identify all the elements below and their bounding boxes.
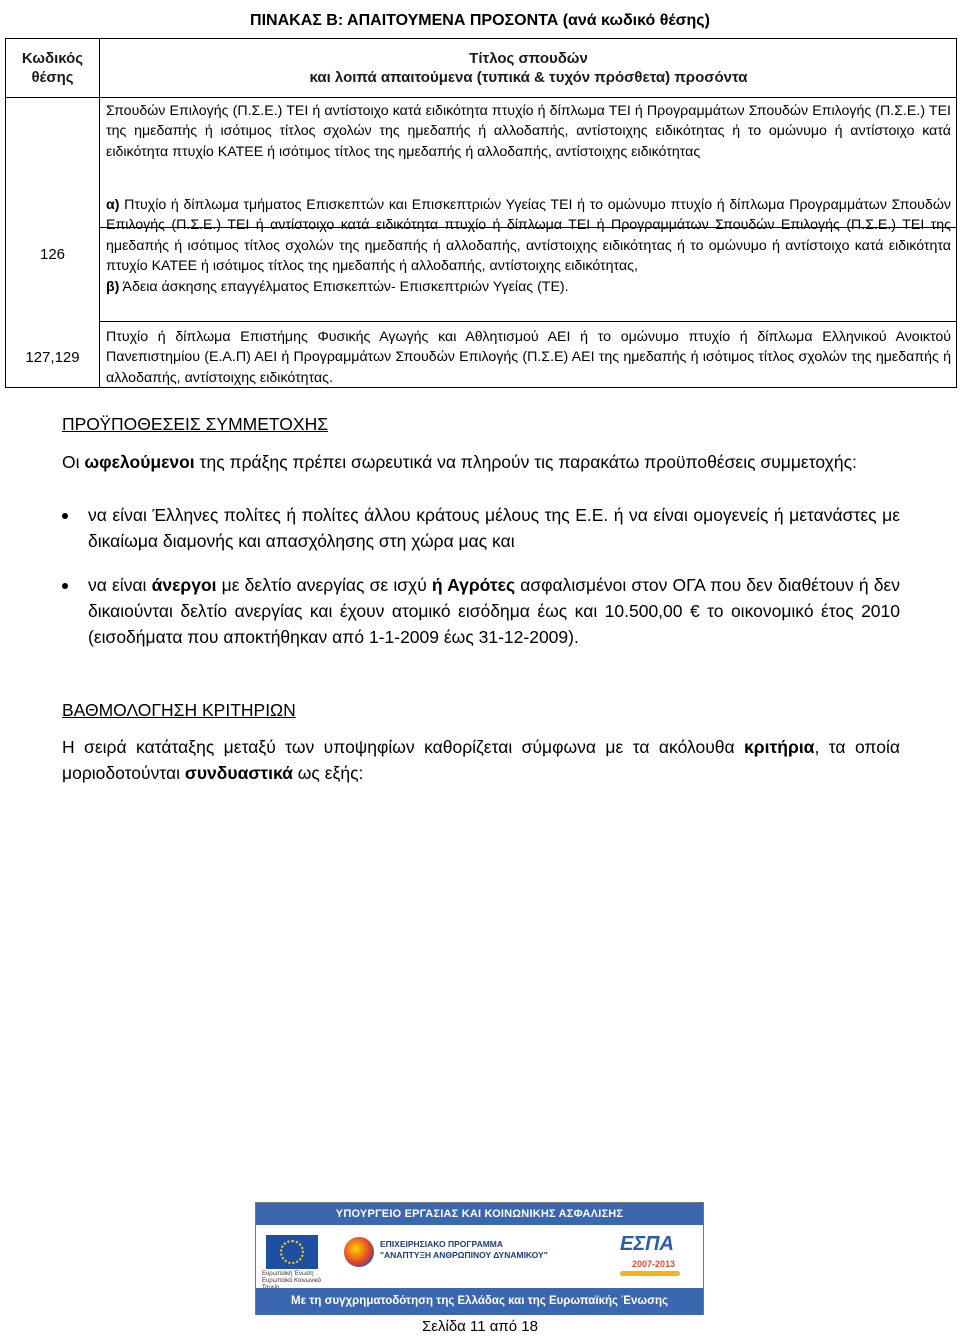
- espa-swoosh-icon: [620, 1271, 680, 1276]
- row-126-part-b: [106, 277, 951, 297]
- espa-word: ΕΣΠΑ: [620, 1233, 674, 1255]
- bullet2-bold1: άνεργοι: [151, 575, 217, 595]
- program-name: [380, 1239, 548, 1261]
- list-item: [62, 502, 900, 554]
- row-126-a-text: Πτυχίο ή δίπλωμα τμήματος Επισκεπτών και Επισκεπτριών Υγείας ΤΕΙ ή το ομώνυμο πτυχίο ή δίπλωμα Προγραμμάτων Σπουδών Επιλογής (Π.Σ.Ε.) ΤΕΙ ή αντίστοιχο κατά ειδικότητα πτυχίο ή δίπλωμα ΤΕΙ ή Προγραμμάτων Σπουδών Επιλογής (Π.Σ.Ε.) ΤΕΙ της ημεδαπής ή ισότιμος τίτλος σχολών της ημεδαπής ή αλλοδαπής, αντίστοιχης ειδικότητας ή το ομώνυμο ή αντίστοιχο κατά ειδικότητα πτυχίο ΚΑΤΕΕ ή ισότιμος τίτλος της ημεδαπής ή αλλοδαπής, αντίστοιχης ειδικότητας,: [106, 197, 951, 275]
- table-column-divider: [99, 39, 100, 387]
- row-text: Σπουδών Επιλογής (Π.Σ.Ε.) ΤΕΙ ή αντίστοιχο κατά ειδικότητα πτυχίο ή δίπλωμα ΤΕΙ ή Προγραμμάτων Σπουδών Επιλογής (Π.Σ.Ε.) ΤΕΙ της ημεδαπής ή ισότιμος τίτλος σχολών της ημεδαπής ή αλλοδαπής, αντίστοιχης ειδικότητας ή το ομώνυμο ή αντίστοιχο κατά ειδικότητα πτυχίο ΚΑΤΕΕ ή ισότιμος τίτλος της ημεδαπής ή αλλοδαπής, αντίστοιχης ειδικότητας: [106, 103, 951, 160]
- row-126-part-a: [106, 195, 951, 277]
- row-127-text: Πτυχίο ή δίπλωμα Επιστήμης Φυσικής Αγωγής και Αθλητισμού ΑΕΙ ή το ομώνυμο πτυχίο ή δίπλωμα Ελληνικού Ανοικτού Πανεπιστημίου (Ε.Α.Π) ΑΕΙ ή Προγραμμάτων Σπουδών Επιλογής (Π.Σ.Ε) ΑΕΙ της ημεδαπής ή ισότιμος τίτλος σχολών της ημεδαπής ή αλλοδαπής, αντίστοιχης ειδικότητας.: [106, 329, 951, 386]
- participation-heading: ΠΡΟΫΠΟΘΕΣΕΙΣ ΣΥΜΜΕΤΟΧΗΣ: [62, 414, 329, 434]
- eu-flag-icon: [266, 1235, 318, 1269]
- table-row-127-129: [106, 327, 951, 388]
- cofunding-text: Με τη συγχρηματοδότηση της Ελλάδας και της Ευρωπαϊκής Ένωσης: [256, 1288, 703, 1315]
- scoring-bold2: συνδυαστικά: [184, 763, 293, 783]
- header-title-line2: και λοιπά απαιτούμενα (τυπικά & τυχόν πρόσθετα) προσόντα: [309, 69, 748, 86]
- list-item: [62, 572, 900, 650]
- scoring-pre: Η σειρά κατάταξης μεταξύ των υποψηφίων καθορίζεται σύμφωνα με τα ακόλουθα: [62, 737, 745, 757]
- row-code-127-129: 127,129: [25, 349, 80, 366]
- qualifications-table: [5, 38, 957, 388]
- banner-logos: [256, 1225, 703, 1288]
- bullet-dot-icon: [62, 583, 68, 589]
- row-separator: [99, 321, 956, 322]
- bullet2-bold2: ή Αγρότες: [431, 575, 516, 595]
- scoring-heading: ΒΑΘΜΟΛΟΓΗΣΗ ΚΡΙΤΗΡΙΩΝ: [62, 700, 296, 720]
- page-number: Σελίδα 11 από 18: [422, 1318, 538, 1335]
- row-126-b-label: β): [106, 278, 120, 295]
- bullet2-mid: με δελτίο ανεργίας σε ισχύ: [216, 575, 432, 595]
- program-line1: ΕΠΙΧΕΙΡΗΣΙΑΚΟ ΠΡΟΓΡΑΜΜΑ: [380, 1239, 504, 1249]
- row-126-b-text: Άδεια άσκησης επαγγέλματος Επισκεπτών- Επισκεπτριών Υγείας (ΤΕ).: [119, 278, 569, 295]
- bullet-text: να είναι Έλληνες πολίτες ή πολίτες άλλου κράτους μέλους της Ε.Ε. ή να είναι ομογενείς ή μετανάστες με δικαίωμα διαμονής και απασχόλησης στη χώρα μας και: [88, 505, 900, 551]
- header-code-line2: θέσης: [31, 69, 74, 86]
- bullet2-post: ασφαλισμένοι στον ΟΓΑ που δεν διαθέτουν ή δεν δικαιούνται δελτίο ανεργίας και έχουν ατομικό εισόδημα έως και 10.500,00 € το οικονομικό έτος 2010 (εισοδήματα που αποκτήθηκαν από 1-1-2009 έως 31-12-2009).: [88, 575, 901, 647]
- espa-years: 2007-2013: [632, 1259, 676, 1269]
- table-header-divider: [6, 97, 956, 98]
- participation-intro: [62, 449, 900, 475]
- scoring-post: ως εξής:: [292, 763, 364, 783]
- eu-caption: Ευρωπαϊκή Ένωση Ευρωπαϊκό Κοινωνικό: [262, 1271, 321, 1284]
- program-line2: "ΑΝΑΠΤΥΞΗ ΑΝΘΡΩΠΙΝΟΥ ΔΥΝΑΜΙΚΟΥ": [380, 1250, 548, 1260]
- table-row-126: [106, 195, 951, 297]
- intro-bold: ωφελούμενοι: [84, 452, 195, 472]
- program-logo-icon: [344, 1237, 374, 1267]
- intro-pre: Οι: [62, 452, 85, 472]
- table-row-continuation: [106, 101, 951, 162]
- intro-post: της πράξης πρέπει σωρευτικά να πληρούν τις παρακάτω προϋποθέσεις συμμετοχής:: [194, 452, 857, 472]
- row-code-126: 126: [39, 246, 66, 263]
- espa-logo: [616, 1233, 688, 1281]
- header-code: [6, 49, 99, 87]
- scoring-bold1: κριτήρια: [744, 737, 815, 757]
- funding-banner: [255, 1202, 704, 1315]
- header-code-line1: Κωδικός: [21, 50, 84, 67]
- bullet-dot-icon: [62, 513, 68, 519]
- scoring-mid: , τα οποία μοριοδοτούνται: [62, 737, 900, 783]
- row-126-a-label: α): [106, 197, 120, 213]
- header-title-line1: Τίτλος σπουδών: [469, 50, 588, 67]
- header-title: [101, 49, 956, 87]
- participation-list: [62, 502, 900, 658]
- scoring-text: [62, 734, 900, 786]
- bullet2-pre: να είναι: [88, 575, 152, 595]
- table-title: ΠΙΝΑΚΑΣ Β: ΑΠΑΙΤΟΥΜΕΝΑ ΠΡΟΣΟΝΤΑ (ανά κωδικό θέσης): [250, 12, 710, 29]
- ministry-title: ΥΠΟΥΡΓΕΙΟ ΕΡΓΑΣΙΑΣ ΚΑΙ ΚΟΙΝΩΝΙΚΗΣ ΑΣΦΑΛΙΣΗΣ: [256, 1203, 703, 1225]
